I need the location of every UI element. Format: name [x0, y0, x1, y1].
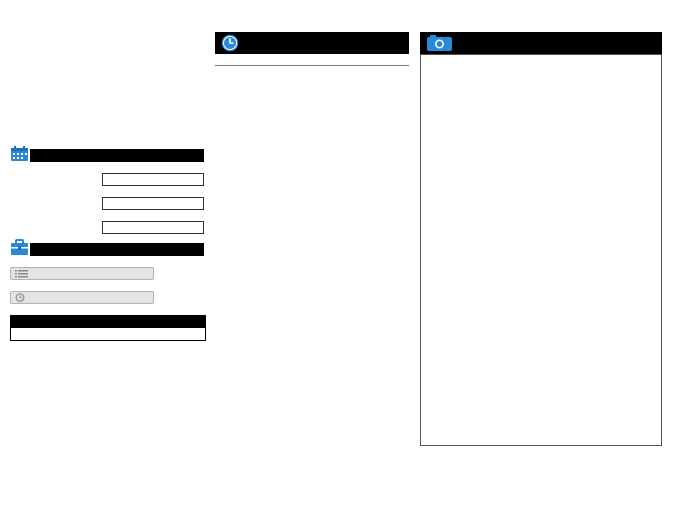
- clock-icon: [220, 34, 240, 52]
- month-input[interactable]: [102, 197, 204, 210]
- calendar-icon: [10, 145, 29, 162]
- schedule-header: [215, 32, 409, 54]
- edit-schedule-header: [30, 243, 204, 256]
- agenda-header: [420, 32, 662, 54]
- highlight-label: [11, 316, 205, 328]
- year-input[interactable]: [102, 173, 204, 186]
- toolbox-icon: [10, 239, 29, 256]
- highlight-panel: [10, 315, 206, 341]
- add-event-button[interactable]: [10, 291, 154, 304]
- highlight-value[interactable]: [11, 328, 205, 340]
- edit-hours-button[interactable]: [10, 267, 154, 280]
- schedule-rows: [215, 65, 409, 520]
- clock-icon: [15, 293, 29, 302]
- day-input[interactable]: [102, 221, 204, 234]
- agenda-grid: [420, 54, 662, 446]
- view-schedule-header: [30, 149, 204, 162]
- list-icon: [15, 269, 29, 278]
- camera-icon: [426, 34, 453, 52]
